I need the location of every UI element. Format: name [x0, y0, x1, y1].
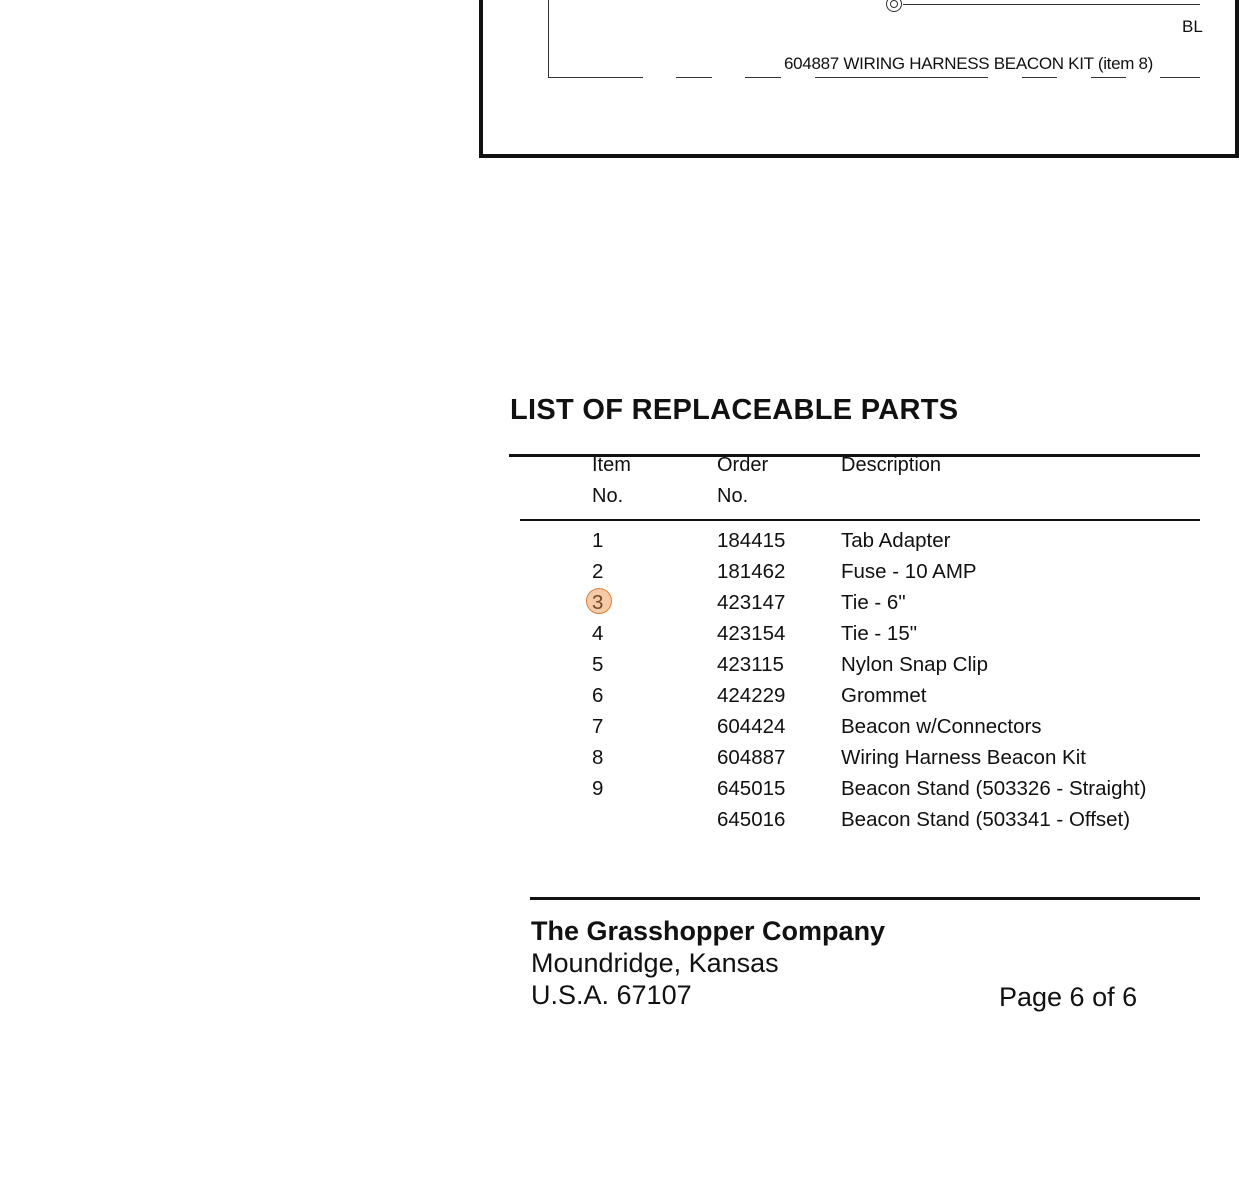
table-row [0, 711, 1200, 742]
table-row [0, 773, 1200, 804]
footer-rule [530, 897, 1200, 900]
table-row [0, 556, 1200, 587]
order-no: 184415 [717, 529, 786, 552]
order-no: 423147 [717, 591, 786, 614]
harness-kit-label: 604887 WIRING HARNESS BEACON KIT (item 8) [784, 54, 1154, 73]
highlight-marker [586, 588, 612, 614]
item-no: 8 [592, 746, 604, 769]
description: Tie - 15" [841, 622, 918, 645]
table-row [0, 649, 1200, 680]
harness-dash [1091, 77, 1126, 78]
harness-dash [1022, 77, 1057, 78]
wire-color-label: BL [1182, 17, 1203, 36]
item-no: 6 [592, 684, 604, 707]
order-no: 645016 [717, 808, 786, 831]
item-no: 2 [592, 560, 604, 583]
ring-terminal-hole [890, 0, 898, 8]
header-rule [520, 519, 1200, 521]
header-description: Description [841, 454, 942, 476]
description: Grommet [841, 684, 927, 707]
table-row [0, 680, 1200, 711]
order-no: 181462 [717, 560, 786, 583]
harness-dash [676, 77, 712, 78]
order-no: 604424 [717, 715, 786, 738]
description: Tab Adapter [841, 529, 951, 552]
order-no: 604887 [717, 746, 786, 769]
description: Fuse - 10 AMP [841, 560, 977, 583]
item-no: 4 [592, 622, 604, 645]
header-order: Order No. [717, 454, 769, 507]
description: Nylon Snap Clip [841, 653, 988, 676]
harness-dash [815, 77, 988, 78]
order-no: 423154 [717, 622, 786, 645]
harness-dash [745, 77, 781, 78]
harness-wire-left [548, 0, 549, 78]
company-name: The Grasshopper Company [531, 916, 886, 946]
harness-dash [548, 77, 643, 78]
table-row [0, 618, 1200, 649]
item-no: 9 [592, 777, 604, 800]
company-country-zip: U.S.A. 67107 [531, 980, 692, 1010]
header-item: Item No. [592, 454, 631, 507]
description: Tie - 6" [841, 591, 906, 614]
parts-table-body [0, 525, 1200, 835]
parts-list-title: LIST OF REPLACEABLE PARTS [510, 394, 959, 426]
item-no: 1 [592, 529, 604, 552]
table-row [0, 742, 1200, 773]
order-no: 645015 [717, 777, 786, 800]
table-row [0, 525, 1200, 556]
item-no: 7 [592, 715, 604, 738]
description: Wiring Harness Beacon Kit [841, 746, 1086, 769]
description: Beacon Stand (503326 - Straight) [841, 777, 1147, 800]
order-no: 423115 [717, 653, 784, 676]
description: Beacon w/Connectors [841, 715, 1042, 738]
company-city: Moundridge, Kansas [531, 948, 779, 978]
item-no: 5 [592, 653, 604, 676]
harness-dash [1160, 77, 1200, 78]
table-row [0, 804, 1200, 835]
order-no: 424229 [717, 684, 786, 707]
diagram-frame [479, 0, 1239, 158]
company-address [531, 915, 885, 1011]
terminal-wire [903, 4, 1200, 5]
description: Beacon Stand (503341 - Offset) [841, 808, 1131, 831]
page-number: Page 6 of 6 [999, 982, 1138, 1012]
item-no: 3 [592, 591, 604, 614]
